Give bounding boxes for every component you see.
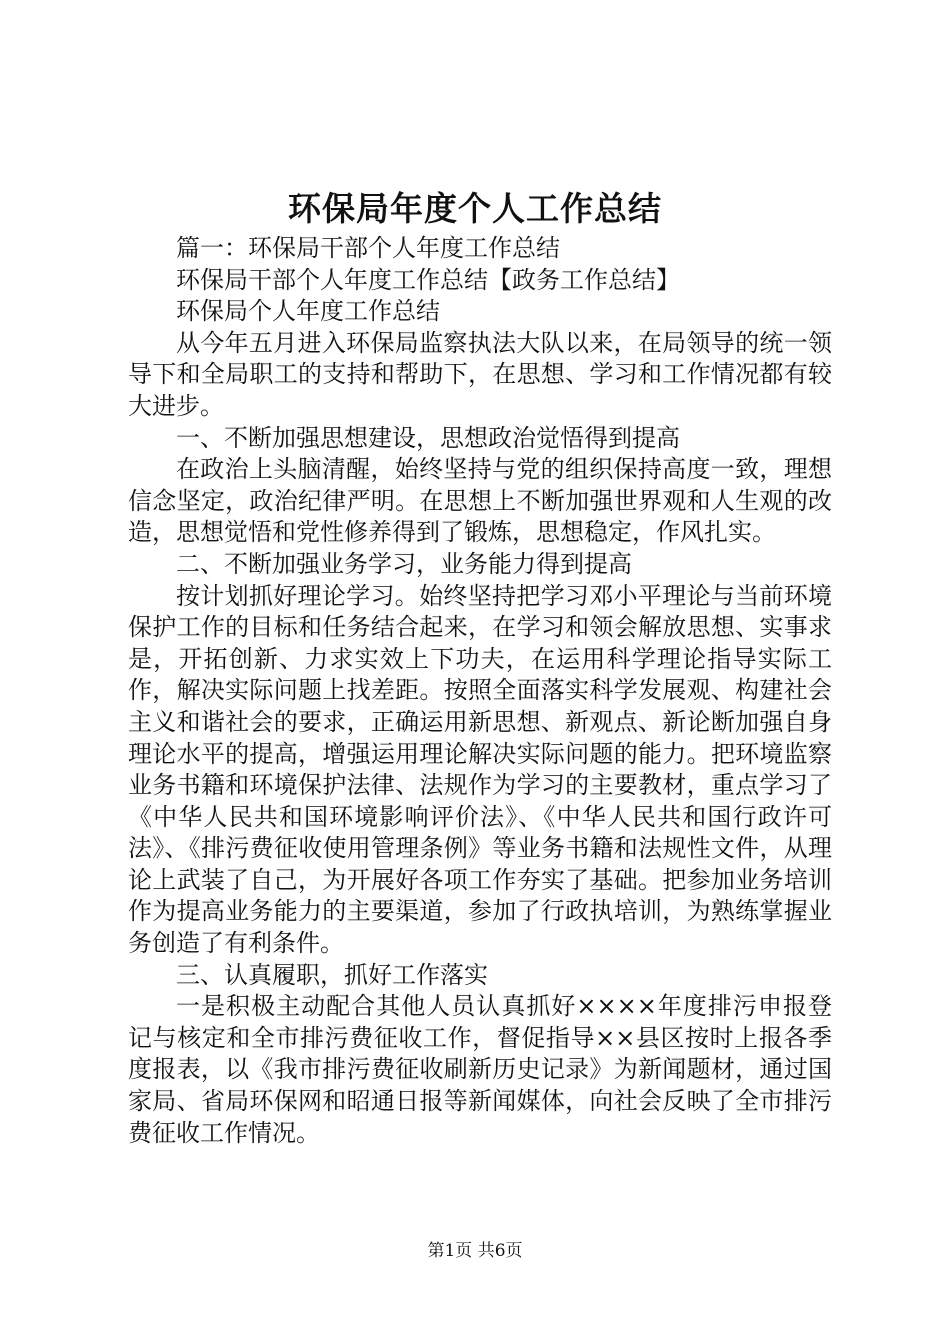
paragraph-subtitle: 篇一：环保局干部个人年度工作总结 [176,234,560,262]
paragraph-section-1: 在政治上头脑清醒，始终坚持与党的组织保持高度一致，理想信念坚定，政治纪律严明。在思想上不断加强世界观和人生观的改造，思想觉悟和党性修养得到了锻炼，思想稳定，作风扎实。 [128,455,832,547]
section-heading-1: 一、不断加强思想建设，思想政治觉悟得到提高 [176,423,680,452]
paragraph-subtitle-2: 环保局干部个人年度工作总结【政务工作总结】 [176,265,680,294]
paragraph-subtitle-3: 环保局个人年度工作总结 [176,297,440,326]
paragraph-intro: 从今年五月进入环保局监察执法大队以来，在局领导的统一领导下和全局职工的支持和帮助下，在思想、学习和工作情况都有较大进步。 [128,328,832,420]
page-footer: 第1页 共6页 [427,1241,523,1261]
document-body [128,233,832,1149]
document-title: 环保局年度个人工作总结 [288,189,662,228]
section-heading-2: 二、不断加强业务学习，业务能力得到提高 [176,549,632,578]
paragraph-section-2: 按计划抓好理论学习。始终坚持把学习邓小平理论与当前环境保护工作的目标和任务结合起来，在学习和领会解放思想、实事求是，开拓创新、力求实效上下功夫，在运用科学理论指导实际工作，解决实际问题上找差距。按照全面落实科学发展观、构建社会主义和谐社会的要求，正确运用新思想、新观点、新论断加强自身理论水平的提高，增强运用理论解决实际问题的能力。把环境监察业务书籍和环境保护法律、法规作为学习的主要教材，重点学习了《中华人民共和国环境影响评价法》、《中华人民共和国行政许可法》、《排污费征收使用管理条例》等业务书籍和法规性文件，从理论上武装了自己，为开展好各项工作夯实了基础。把参加业务培训作为提高业务能力的主要渠道，参加了行政执培训，为熟练掌握业务创造了有利条件。 [128,581,832,958]
section-heading-3: 三、认真履职，抓好工作落实 [176,960,488,989]
paragraph-section-3: 一是积极主动配合其他人员认真抓好××××年度排污申报登记与核定和全市排污费征收工作，督促指导××县区按时上报各季度报表，以《我市排污费征收刷新历史记录》为新闻题材，通过国家局、省局环保网和昭通日报等新闻媒体，向社会反映了全市排污费征收工作情况。 [128,992,832,1147]
